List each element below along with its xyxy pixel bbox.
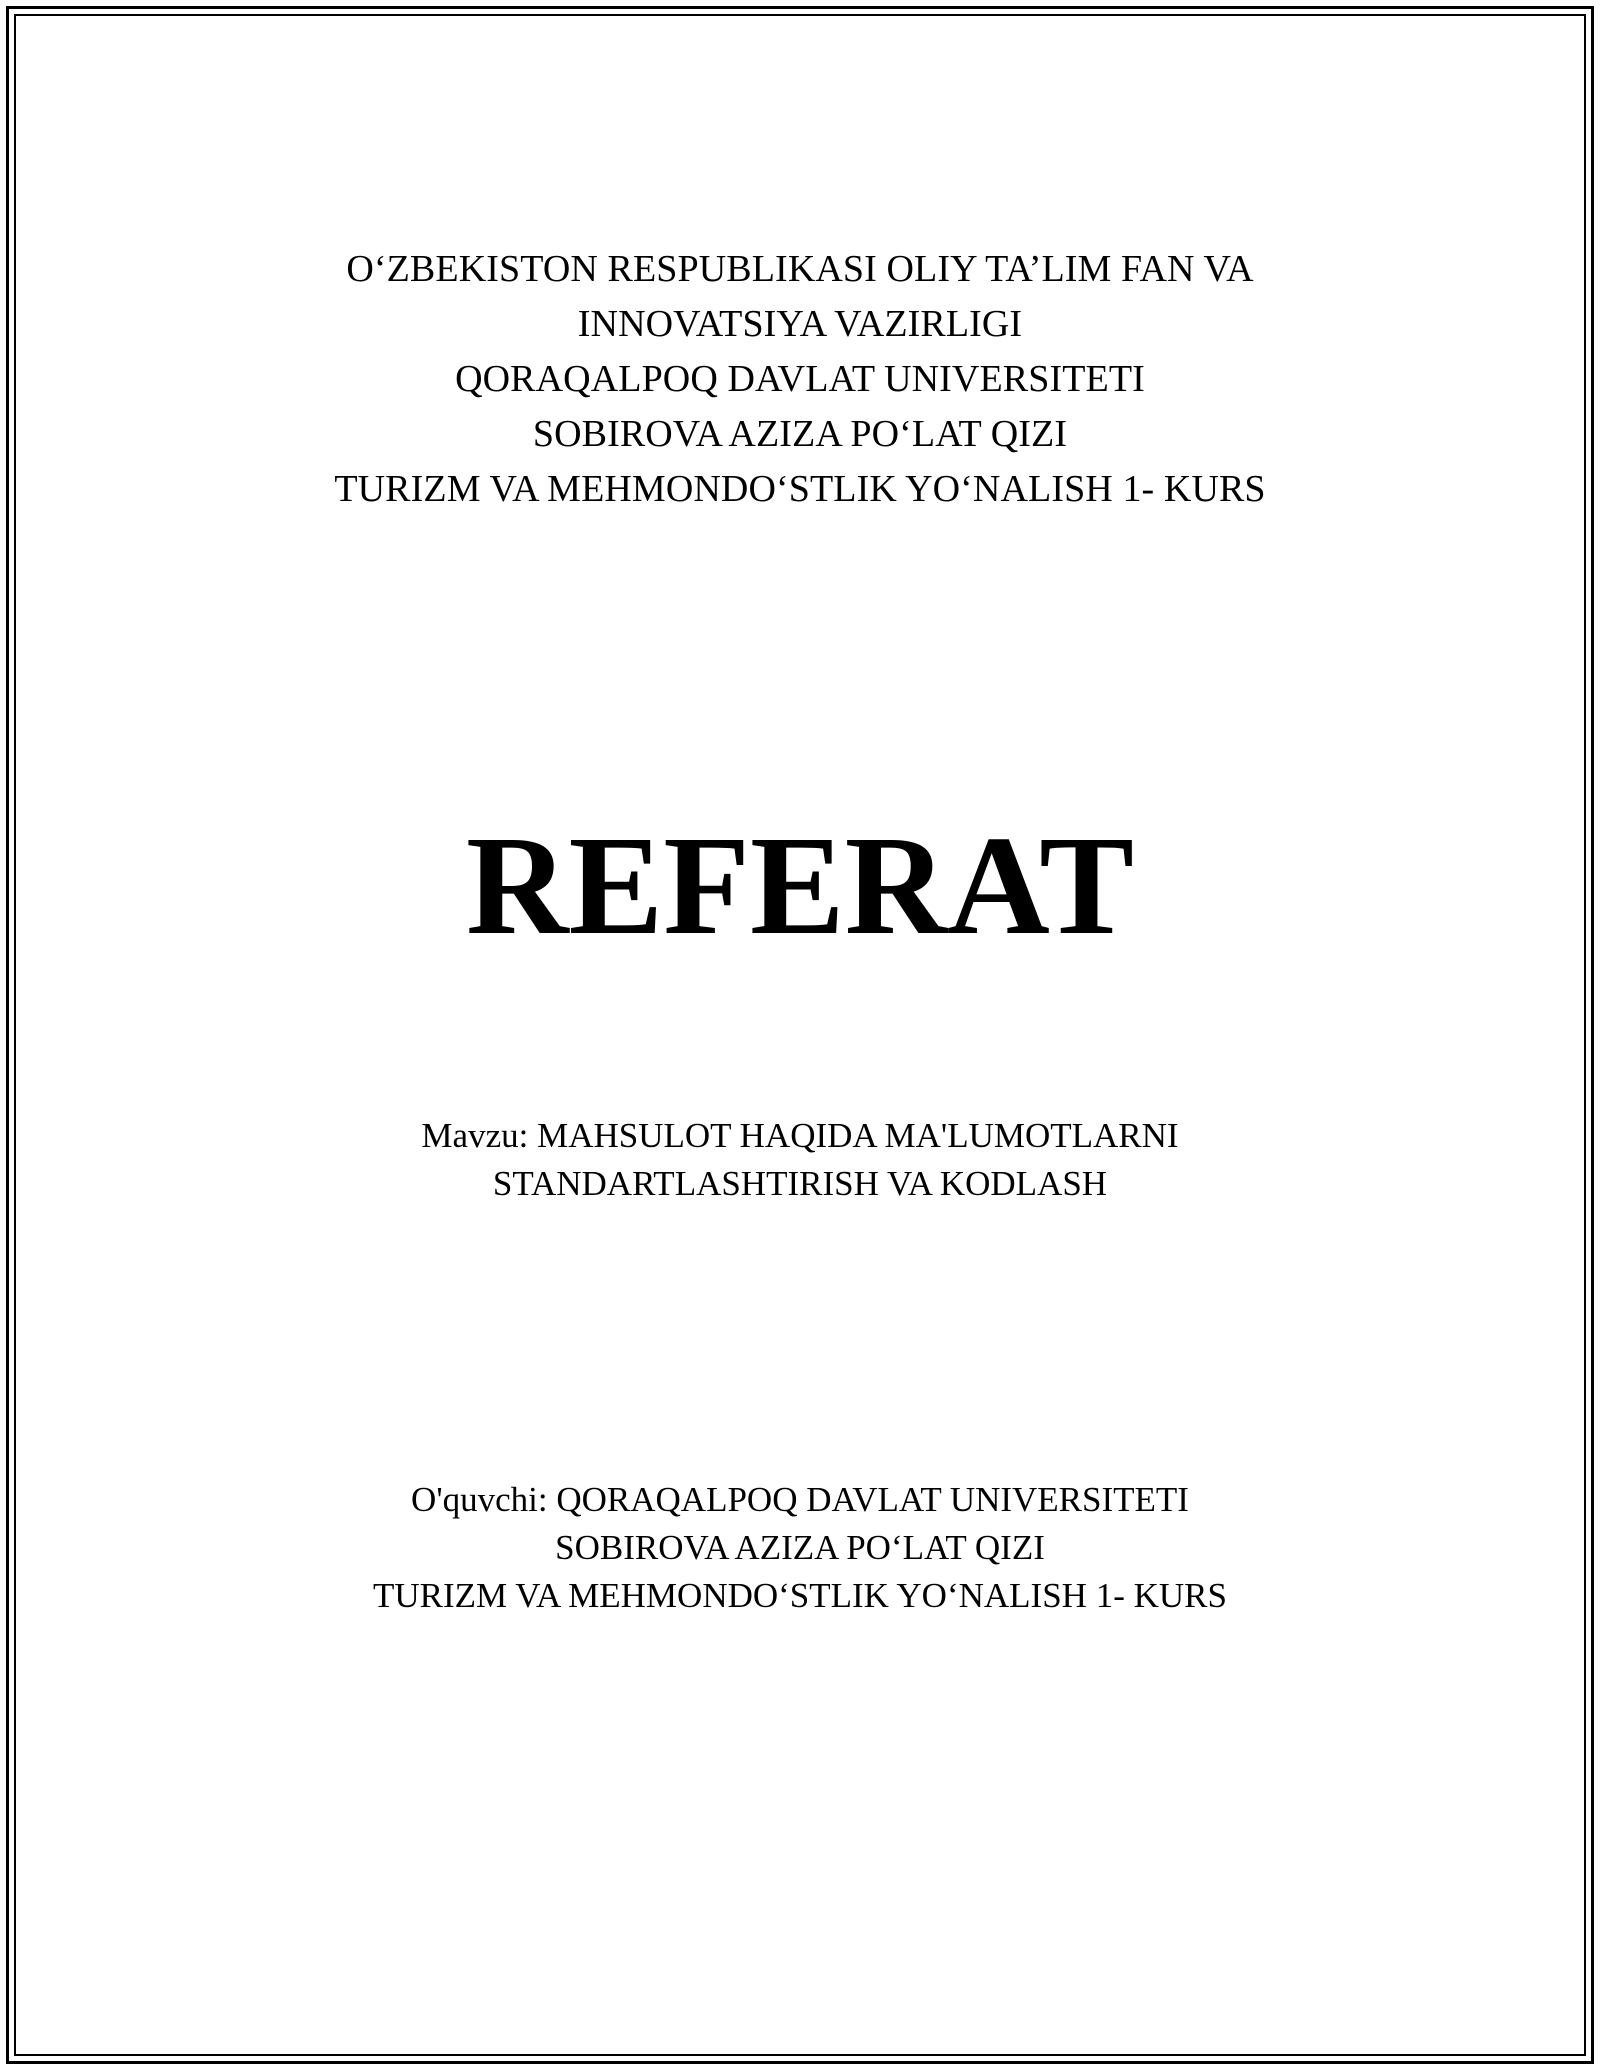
student-line-1: O'quvchi: QORAQALPOQ DAVLAT UNIVERSITETI xyxy=(411,1480,1189,1519)
topic-section xyxy=(0,1112,1600,1208)
student-name: SOBIROVA AZIZA PO‘LAT QIZI xyxy=(532,413,1068,455)
course-info: TURIZM VA MEHMONDO‘STLIK YO‘NALISH 1- KURS xyxy=(334,468,1266,510)
student-line-3: TURIZM VA MEHMONDO‘STLIK YO‘NALISH 1- KURS xyxy=(373,1576,1227,1615)
topic-line-2: STANDARTLASHTIRISH VA KODLASH xyxy=(492,1164,1108,1203)
university-name: QORAQALPOQ DAVLAT UNIVERSITETI xyxy=(455,358,1145,400)
student-section xyxy=(0,1476,1600,1620)
ministry-line-1: O‘ZBEKISTON RESPUBLIKASI OLIY TA’LIM FAN VA xyxy=(346,248,1254,290)
student-line-2: SOBIROVA AZIZA PO‘LAT QIZI xyxy=(555,1528,1045,1567)
topic-line-1: Mavzu: MAHSULOT HAQIDA MA'LUMOTLARNI xyxy=(421,1116,1179,1155)
document-title: REFERAT xyxy=(466,806,1134,964)
ministry-header xyxy=(0,242,1600,517)
ministry-line-2: INNOVATSIYA VAZIRLIGI xyxy=(577,303,1023,345)
